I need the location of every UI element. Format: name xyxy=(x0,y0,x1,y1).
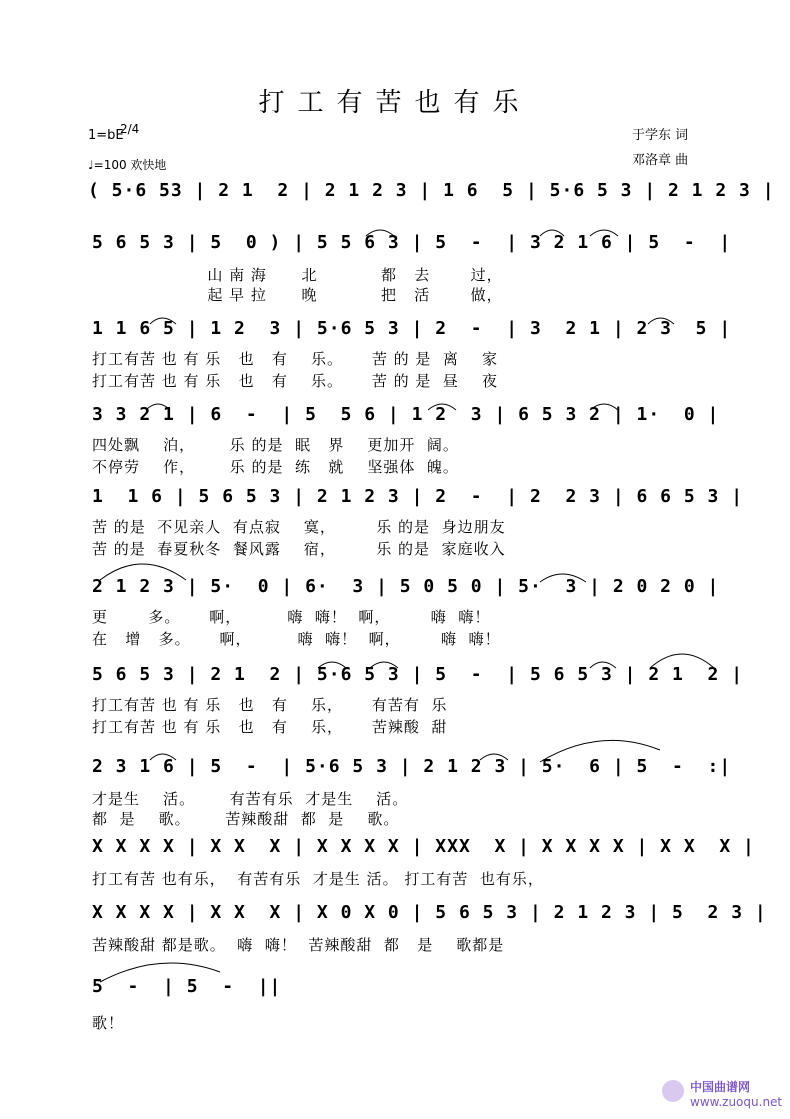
lyric-line-1: 四处飘 泊， 乐 的是 眠 界 更加开 阔。 xyxy=(92,436,459,454)
key-signature: 1=bE xyxy=(88,128,124,143)
watermark-site-name: 中国曲谱网 xyxy=(690,1080,751,1094)
lyric-line-1: 山 南 海 北 都 去 过， xyxy=(92,266,503,284)
lyric-line-2: 苦 的是 春夏秋冬 餐风露 宿， 乐 的是 家庭收入 xyxy=(92,540,506,558)
lyric-line-2: 打工有苦 也 有 乐 也 有 乐， 苦辣酸 甜 xyxy=(92,718,448,736)
lyric-line-1: 苦 的是 不见亲人 有点寂 寞， 乐 的是 身边朋友 xyxy=(92,518,506,536)
page-title: 打工有苦也有乐 xyxy=(258,88,532,118)
notation-line: X X X X | X X X | X X X X | XXX X | X X X X | X X X | xyxy=(92,836,755,857)
lyric-line-2: 都 是 歌。 苦辣酸甜 都 是 歌。 xyxy=(92,810,400,828)
notation-line: ( 5·6 53 | 2 1 2 | 2 1 2 3 | 1 6 5 | 5·6 5 3 | 2 1 2 3 | xyxy=(88,180,775,201)
lyric-line-1: 更 多。 啊， 嗨 嗨！ 啊， 嗨 嗨！ xyxy=(92,608,491,626)
lyric-line-1: 苦辣酸甜 都是歌。 嗨 嗨！ 苦辣酸甜 都 是 歌都是 xyxy=(92,936,505,954)
watermark-url: www.zuoqu.net xyxy=(690,1095,783,1109)
time-signature: 2/4 xyxy=(120,122,140,136)
lyric-line-1: 打工有苦 也有乐， 有苦有乐 才是生 活。 打工有苦 也有乐， xyxy=(92,870,544,888)
notation-line: 5 6 5 3 | 5 0 ) | 5 5 6 3 | 5 - | 3 2 1 6 | 5 - | xyxy=(92,232,732,253)
lyric-line-2: 在 增 多。 啊， 嗨 嗨！ 啊， 嗨 嗨！ xyxy=(92,630,501,648)
lyric-line-1: 歌！ xyxy=(92,1014,125,1032)
lyric-line-2: 起 早 拉 晚 把 活 做， xyxy=(92,286,503,304)
notation-line: 1 1 6 | 5 6 5 3 | 2 1 2 3 | 2 - | 2 2 3 | 6 6 5 3 | xyxy=(92,486,744,507)
lyric-line-1: 打工有苦 也 有 乐 也 有 乐。 苦 的 是 离 家 xyxy=(92,350,498,368)
lyric-line-1: 才是生 活。 有苦有乐 才是生 活。 xyxy=(92,790,409,808)
notation-line: 2 1 2 3 | 5· 0 | 6· 3 | 5 0 5 0 | 5· 3 | 2 0 2 0 | xyxy=(92,576,720,597)
lyric-line-2: 打工有苦 也 有 乐 也 有 乐。 苦 的 是 昼 夜 xyxy=(92,372,498,390)
notation-line: 3 3 2 1 | 6 - | 5 5 6 | 1 2 3 | 6 5 3 2 | 1· 0 | xyxy=(92,404,720,425)
lyric-line-2: 不停劳 作， 乐 的是 练 就 坚强体 魄。 xyxy=(92,458,459,476)
notation-line: 1 1 6 5 | 1 2 3 | 5·6 5 3 | 2 - | 3 2 1 | 2 3 5 | xyxy=(92,318,732,339)
lyric-line-1: 打工有苦 也 有 乐 也 有 乐， 有苦有 乐 xyxy=(92,696,448,714)
watermark-logo xyxy=(662,1080,684,1102)
notation-line: 5 6 5 3 | 2 1 2 | 5·6 5 3 | 5 - | 5 6 5 3 | 2 1 2 | xyxy=(92,664,744,685)
notation-line: X X X X | X X X | X 0 X 0 | 5 6 5 3 | 2 1 2 3 | 5 2 3 | xyxy=(92,902,767,923)
notation-line: 2 3 1 6 | 5 - | 5·6 5 3 | 2 1 2 3 | 5· 6 | 5 - :| xyxy=(92,756,732,777)
tempo-marking: ♩=100 欢快地 xyxy=(88,158,167,172)
notation-line: 5 - | 5 - || xyxy=(92,976,282,997)
lyricist-credit: 于学东 词 xyxy=(632,128,689,143)
composer-credit: 邓洛章 曲 xyxy=(632,153,689,168)
